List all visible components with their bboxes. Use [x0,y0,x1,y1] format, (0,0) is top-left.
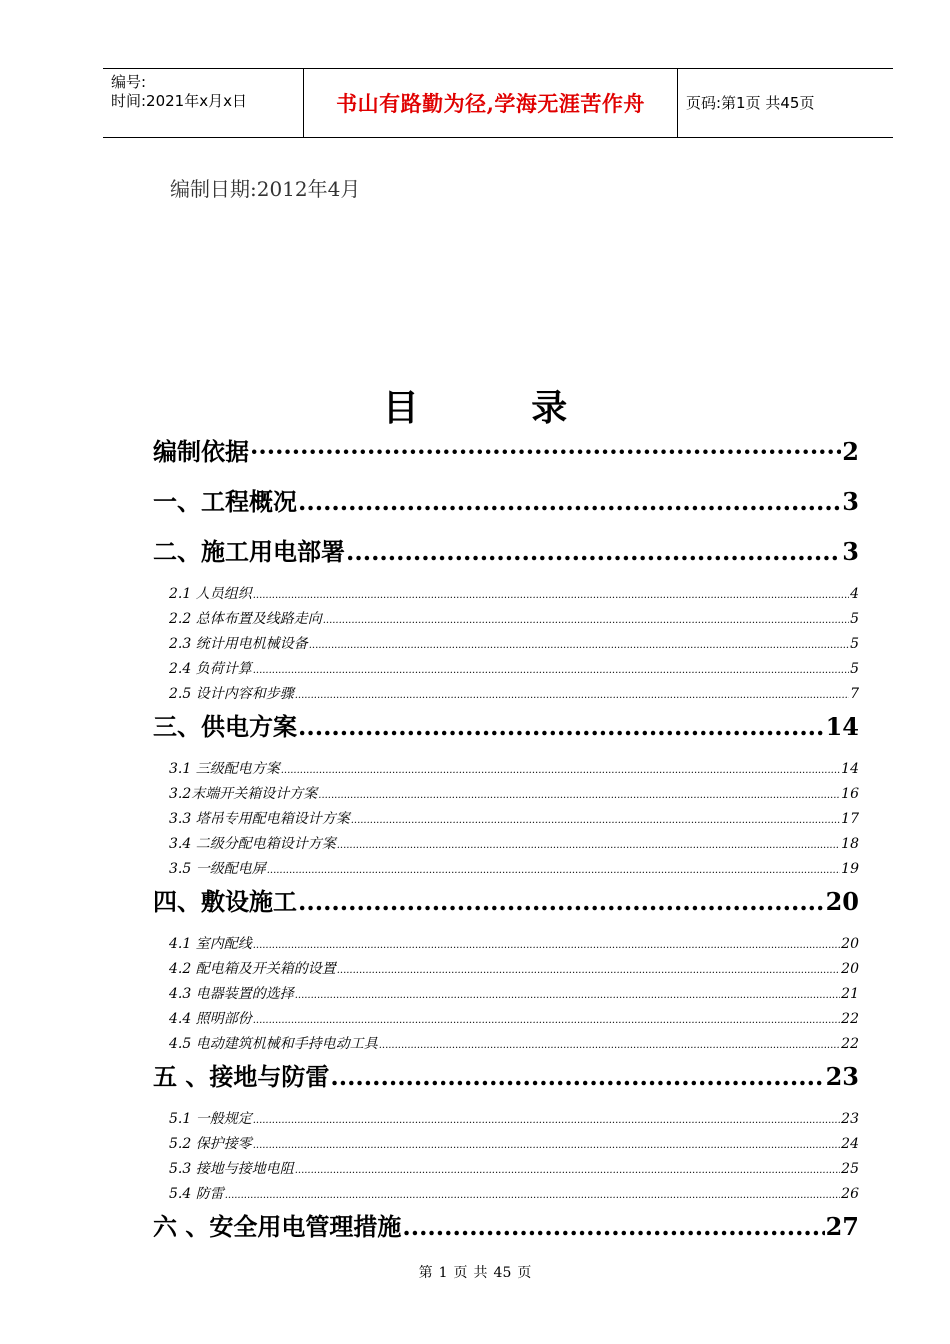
toc-entry-page: 5 [850,611,859,627]
toc-dot-leader [250,432,841,472]
toc-chapter-entry[interactable] [153,882,859,932]
toc-dot-leader [253,933,840,958]
toc-entry-page: 20 [825,887,859,916]
toc-entry-label: 2.3 统计用电机械设备 [169,636,308,652]
toc-entry-page: 14 [841,761,859,777]
toc-entry-label: 5.3 接地与接地电阻 [169,1161,294,1177]
toc-entry-page: 16 [841,786,859,802]
toc-entry-label: 四、敷设施工 [153,887,297,916]
header-motto: 书山有路勤为径,学海无涯苦作舟 [336,91,645,116]
toc-dot-leader [351,808,840,833]
toc-dot-leader [267,858,840,883]
toc-entry-label: 一、工程概况 [153,487,297,516]
toc-entry-label: 5.1 一般规定 [169,1111,252,1127]
toc-section-entry[interactable] [153,832,859,857]
toc-section-entry[interactable] [153,607,859,632]
toc-section-entry[interactable] [153,1107,859,1132]
toc-entry-label: 3.4 二级分配电箱设计方案 [169,836,336,852]
toc-entry-page: 2 [842,437,859,466]
header-page-info: 页码:第1页 共45页 [686,94,815,112]
toc-entry-label: 三、供电方案 [153,712,297,741]
header-page-cell [678,69,893,137]
toc-entry-page: 3 [842,487,859,516]
toc-entry-label: 2.1 人员组织 [169,586,252,602]
toc-entry-page: 20 [841,961,859,977]
toc-section-entry[interactable] [153,632,859,657]
toc-section-entry[interactable] [153,582,859,607]
toc-section-entry[interactable] [153,932,859,957]
toc-section-entry[interactable] [153,757,859,782]
toc-dot-leader [402,1207,824,1247]
toc-dot-leader [346,532,841,572]
toc-chapter-entry[interactable] [153,482,859,532]
toc-section-entry[interactable] [153,1032,859,1057]
toc-chapter-entry[interactable] [153,1057,859,1107]
toc-dot-leader [298,482,841,522]
footer-text: 共 [473,1265,488,1281]
toc-entry-page: 22 [841,1011,859,1027]
toc-entry-page: 20 [841,936,859,952]
toc-entry-page: 23 [825,1062,859,1091]
toc-entry-page: 26 [841,1186,859,1202]
toc-section-entry[interactable] [153,982,859,1007]
toc-section-entry[interactable] [153,807,859,832]
toc-entry-page: 5 [850,636,859,652]
toc-dot-leader [298,882,825,922]
page-header [103,68,893,138]
toc-entry-label: 5.4 防雷 [169,1186,224,1202]
toc-dot-leader [281,758,840,783]
footer-text: 页 [517,1265,532,1281]
toc-entry-label: 4.1 室内配线 [169,936,252,952]
toc-section-entry[interactable] [153,1132,859,1157]
toc-section-entry[interactable] [153,857,859,882]
toc-entry-page: 27 [825,1212,859,1241]
toc-section-entry[interactable] [153,682,859,707]
toc-entry-label: 5.2 保护接零 [169,1136,252,1152]
toc-dot-leader [337,833,840,858]
toc-chapter-entry[interactable] [153,707,859,757]
header-meta-cell [103,69,304,137]
footer-text: 页 [453,1265,468,1281]
toc-entry-label: 4.5 电动建筑机械和手持电动工具 [169,1036,378,1052]
toc-entry-label: 2.5 设计内容和步骤 [169,686,294,702]
toc-title: 目 录 [382,387,618,429]
toc-entry-label: 3.2末端开关箱设计方案 [169,786,318,802]
toc-dot-leader [309,633,849,658]
toc-entry-page: 22 [841,1036,859,1052]
toc-entry-label: 3.1 三级配电方案 [169,761,280,777]
toc-entry-label: 4.2 配电箱及开关箱的设置 [169,961,336,977]
footer-text: 第 [418,1265,433,1281]
toc-entry-label: 五 、接地与防雷 [153,1062,330,1091]
toc-entry-page: 21 [841,986,859,1002]
toc-entry-page: 25 [841,1161,859,1177]
toc-section-entry[interactable] [153,782,859,807]
toc-section-entry[interactable] [153,1182,859,1207]
toc-dot-leader [253,1008,840,1033]
toc-entry-label: 3.5 一级配电屏 [169,861,266,877]
document-time-label: 时间:2021年x月x日 [111,92,247,110]
toc-dot-leader [253,658,849,683]
toc-dot-leader [323,608,849,633]
toc-chapter-entry[interactable] [153,1207,859,1257]
toc-entry-page: 4 [850,586,859,602]
toc-dot-leader [298,707,825,747]
toc-section-entry[interactable] [153,657,859,682]
toc-entry-label: 2.2 总体布置及线路走向 [169,611,322,627]
toc-chapter-entry[interactable] [153,432,859,482]
toc-dot-leader [379,1033,840,1058]
toc-dot-leader [318,783,840,808]
toc-entry-label: 4.3 电器装置的选择 [169,986,294,1002]
toc-dot-leader [295,683,849,708]
toc-entry-page: 24 [841,1136,859,1152]
header-motto-cell [304,69,678,137]
toc-entry-label: 六 、安全用电管理措施 [153,1212,402,1241]
toc-section-entry[interactable] [153,957,859,982]
toc-entry-page: 19 [841,861,859,877]
toc-entry-page: 17 [841,811,859,827]
toc-chapter-entry[interactable] [153,532,859,582]
toc-dot-leader [330,1057,824,1097]
toc-entry-page: 5 [850,661,859,677]
toc-dot-leader [253,1133,840,1158]
footer-page-number: 1 [438,1265,448,1281]
toc-entry-label: 编制依据 [153,437,249,466]
toc-dot-leader [295,1158,840,1183]
page-footer [0,1262,950,1282]
toc-dot-leader [253,583,849,608]
toc-dot-leader [295,983,840,1008]
toc-dot-leader [225,1183,840,1208]
toc-section-entry[interactable] [153,1007,859,1032]
toc-entry-page: 3 [842,537,859,566]
table-of-contents [153,432,859,1257]
toc-entry-label: 2.4 负荷计算 [169,661,252,677]
toc-section-entry[interactable] [153,1157,859,1182]
toc-entry-page: 7 [850,686,859,702]
compile-date: 编制日期:2012年4月 [170,177,361,201]
toc-entry-page: 18 [841,836,859,852]
toc-entry-label: 4.4 照明部份 [169,1011,252,1027]
toc-entry-label: 二、施工用电部署 [153,537,345,566]
toc-entry-page: 23 [841,1111,859,1127]
toc-dot-leader [337,958,840,983]
document-id-label: 编号: [111,73,147,91]
toc-dot-leader [253,1108,840,1133]
footer-total-pages: 45 [493,1265,512,1281]
toc-entry-label: 3.3 塔吊专用配电箱设计方案 [169,811,350,827]
toc-entry-page: 14 [825,712,859,741]
